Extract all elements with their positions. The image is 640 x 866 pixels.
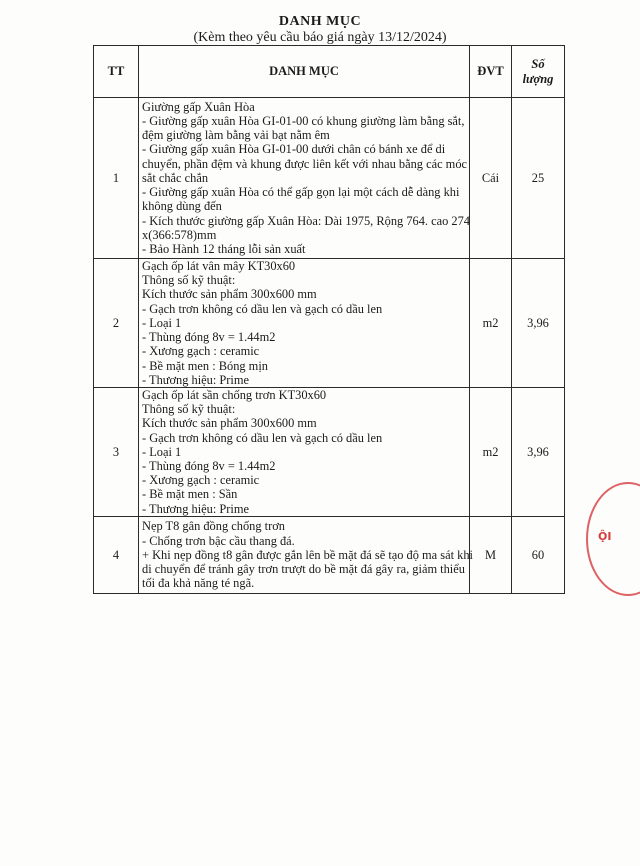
row-unit: Cái <box>470 98 512 259</box>
items-table <box>93 45 565 594</box>
description-line: - Giường gấp xuân Hòa có thể gấp gọn lại một cách dễ dàng khi <box>142 185 460 200</box>
description-line: đệm giường làm bằng vải bạt nằm êm <box>142 128 330 143</box>
row-number: 1 <box>94 98 139 259</box>
description-line: chuyển, phần đệm và khung được liên kết với nhau bằng các móc <box>142 156 468 171</box>
row-quantity: 3,96 <box>512 388 565 517</box>
row-unit: m2 <box>470 259 512 388</box>
description-line: Giường gấp Xuân Hòa <box>142 99 255 114</box>
table-row <box>94 259 565 388</box>
description-line: x(366:578)mm <box>142 227 217 242</box>
description-line: - Thùng đóng 8v = 1.44m2 <box>142 330 276 345</box>
description-line: - Giường gấp xuân Hòa GI-01-00 dưới chân có bánh xe để di <box>142 142 446 157</box>
row-unit: M <box>470 516 512 593</box>
red-seal-stamp <box>586 482 640 596</box>
row-description <box>139 98 470 259</box>
row-description <box>139 388 470 517</box>
description-line: - Bề mặt men : Bóng mịn <box>142 358 268 373</box>
description-line: - Kích thước giường gấp Xuân Hòa: Dài 1975, Rộng 764. cao 274 <box>142 213 470 228</box>
description-line: - Xương gạch : ceramic <box>142 473 260 488</box>
description-line: Kích thước sản phẩm 300x600 mm <box>142 416 317 431</box>
table-row <box>94 388 565 517</box>
stamp-text: ỘI <box>598 530 612 543</box>
description-line: - Giường gấp xuân Hòa GI-01-00 có khung giường làm bằng sắt, <box>142 114 465 129</box>
row-number: 2 <box>94 259 139 388</box>
description-line: - Loại 1 <box>142 444 182 459</box>
row-description <box>139 516 473 593</box>
description-line: Thông số kỹ thuật: <box>142 402 236 417</box>
description-line: - Thùng đóng 8v = 1.44m2 <box>142 459 276 474</box>
description-line: - Bảo Hành 12 tháng lỗi sản xuất <box>142 241 306 256</box>
row-number: 4 <box>94 516 139 593</box>
description-line: - Loại 1 <box>142 315 182 330</box>
description-line: - Thương hiệu: Prime <box>142 501 249 516</box>
document-title: DANH MỤC <box>278 14 362 29</box>
description-line: - Thương hiệu: Prime <box>142 372 249 387</box>
table-header-row <box>94 46 565 98</box>
description-line: Kích thước sản phẩm 300x600 mm <box>142 287 317 302</box>
description-line: - Bề mặt men : Sần <box>142 487 238 502</box>
header-so-luong: Số lượng <box>512 46 565 98</box>
description-line: Nẹp T8 gân đồng chống trơn <box>142 519 285 534</box>
row-quantity: 60 <box>512 516 565 593</box>
description-line: sắt chắc chắn <box>142 170 209 185</box>
description-line: - Xương gạch : ceramic <box>142 344 260 359</box>
description-line: Gạch ốp lát vân mây KT30x60 <box>142 259 296 274</box>
description-line: Gạch ốp lát sần chống trơn KT30x60 <box>142 388 327 402</box>
description-line: - Gạch trơn không có dầu len và gạch có dầu len <box>142 430 383 445</box>
description-line: không dùng đến <box>142 199 222 214</box>
description-line: + Khi nẹp đồng t8 gân được gắn lên bề mặt đá sẽ tạo độ ma sát khi <box>142 547 473 562</box>
header-dvt: ĐVT <box>470 46 512 98</box>
row-unit: m2 <box>470 388 512 517</box>
table-row <box>94 516 565 593</box>
row-number: 3 <box>94 388 139 517</box>
description-line: - Chống trơn bậc cầu thang đá. <box>142 533 295 548</box>
row-quantity: 25 <box>512 98 565 259</box>
table-row <box>94 98 565 259</box>
description-line: di chuyển để tránh gây trơn trượt do bề mặt đá gây ra, giảm thiểu <box>142 561 465 576</box>
header-danh-muc: DANH MỤC <box>139 46 470 98</box>
row-description <box>139 259 470 388</box>
description-line: Thông số kỹ thuật: <box>142 273 236 288</box>
document-subtitle: (Kèm theo yêu cầu báo giá ngày 13/12/2024) <box>193 30 447 45</box>
description-line: tối đa khả năng té ngã. <box>142 576 255 591</box>
description-line: - Gạch trơn không có dầu len và gạch có dầu len <box>142 301 383 316</box>
row-quantity: 3,96 <box>512 259 565 388</box>
header-tt: TT <box>94 46 139 98</box>
